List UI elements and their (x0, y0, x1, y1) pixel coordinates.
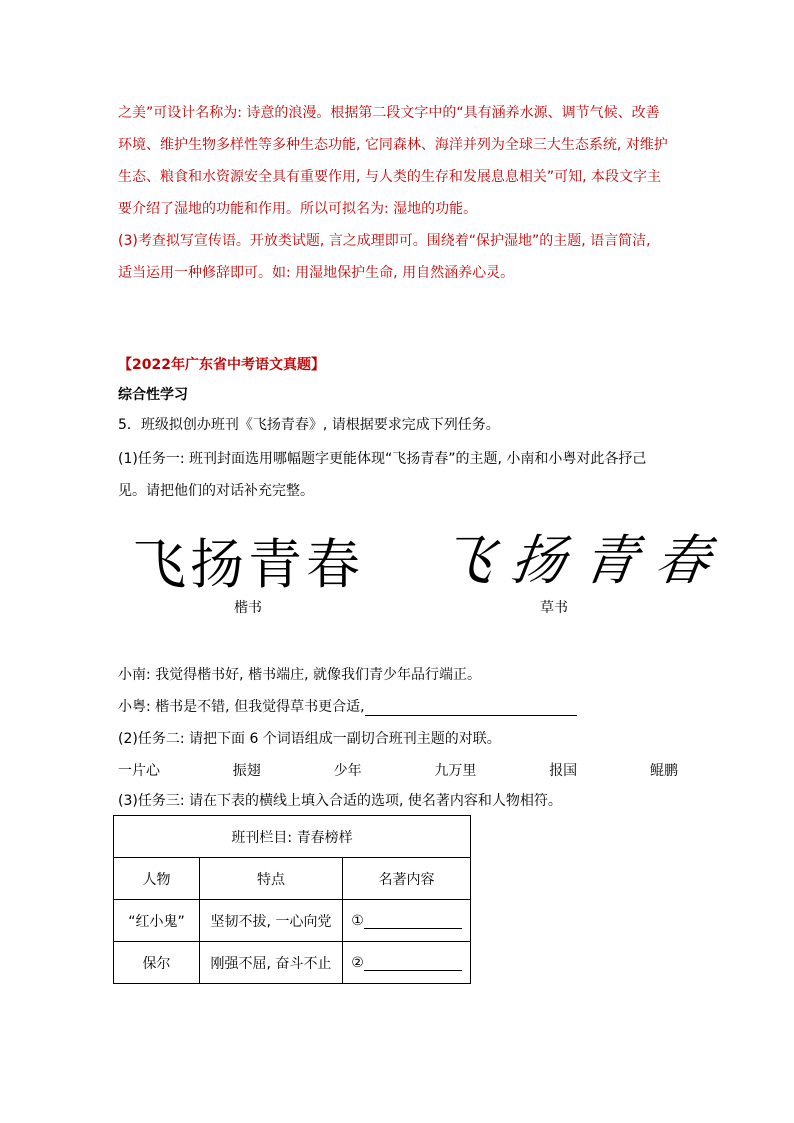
word-list (118, 760, 678, 780)
kaishu-calligraphy: 飞扬青春 (132, 533, 364, 596)
task1-line1: (1)任务一: 班刊封面选用哪幅题字更能体现“飞扬青春”的主题, 小南和小粤对此各抒己 (118, 451, 647, 467)
answer-blank[interactable] (364, 956, 462, 971)
kaishu-caption: 楷书 (234, 600, 262, 616)
content-cell (343, 900, 471, 942)
word-item: 少年 (333, 763, 362, 779)
blank-marker: ② (351, 954, 364, 971)
question-intro: 5．班级拟创办班刊《飞扬青春》, 请根据要求完成下列任务。 (118, 417, 500, 433)
word-item: 报国 (549, 763, 578, 779)
word-item: 鲲鹏 (649, 763, 678, 779)
answer-line-2: 环境、维护生物多样性等多种生态功能, 它同森林、海洋并列为全球三大生态系统, 对维护 (118, 137, 668, 153)
word-item: 一片心 (118, 763, 160, 779)
blank-marker: ① (351, 912, 364, 929)
answer-line-4: 要介绍了湿地的功能和作用。所以可拟名为: 湿地的功能。 (118, 201, 478, 217)
section-subtitle: 综合性学习 (118, 387, 188, 403)
answer-blank[interactable] (364, 914, 462, 929)
dialog-xiaoyue (118, 696, 577, 716)
person-cell: 保尔 (114, 942, 200, 984)
task2: (2)任务二: 请把下面 6 个词语组成一副切合班刊主题的对联。 (118, 731, 501, 747)
table-header-person: 人物 (114, 858, 200, 900)
content-cell (343, 942, 471, 984)
word-item: 九万里 (434, 763, 477, 779)
table-title: 班刊栏目: 青春榜样 (114, 816, 471, 858)
table-header-content: 名著内容 (343, 858, 471, 900)
caoshu-caption: 草书 (540, 600, 568, 616)
answer-line-1: 之美”可设计名称为: 诗意的浪漫。根据第二段文字中的“具有涵养水源、调节气候、改善 (118, 105, 660, 121)
trait-cell: 刚强不屈, 奋斗不止 (200, 942, 343, 984)
section-title: 【2022年广东省中考语文真题】 (118, 357, 325, 373)
caoshu-calligraphy: 飞扬青春 (435, 529, 732, 592)
table-row (114, 900, 471, 942)
word-item: 振翅 (232, 763, 261, 779)
answer-blank[interactable] (365, 699, 577, 716)
answer-line-3: 生态、粮食和水资源安全具有重要作用, 与人类的生存和发展息息相关”可知, 本段文字主 (118, 169, 662, 185)
task3: (3)任务三: 请在下表的横线上填入合适的选项, 使名著内容和人物相符。 (118, 793, 562, 809)
answer-line-5: (3)考查拟写宣传语。开放类试题, 言之成理即可。围绕着“保护湿地”的主题, 语言简洁, (118, 233, 651, 249)
dialog-xiaoyue-text: 小粤: 楷书是不错, 但我觉得草书更合适, (118, 699, 365, 715)
trait-cell: 坚韧不拔, 一心向党 (200, 900, 343, 942)
table-header-trait: 特点 (200, 858, 343, 900)
role-model-table (113, 815, 471, 984)
answer-line-6: 适当运用一种修辞即可。如: 用湿地保护生命, 用自然涵养心灵。 (118, 265, 515, 281)
table-row (114, 942, 471, 984)
person-cell: “红小鬼” (114, 900, 200, 942)
dialog-xiaonan: 小南: 我觉得楷书好, 楷书端庄, 就像我们青少年品行端正。 (118, 667, 481, 683)
task1-line2: 见。请把他们的对话补充完整。 (118, 483, 314, 499)
